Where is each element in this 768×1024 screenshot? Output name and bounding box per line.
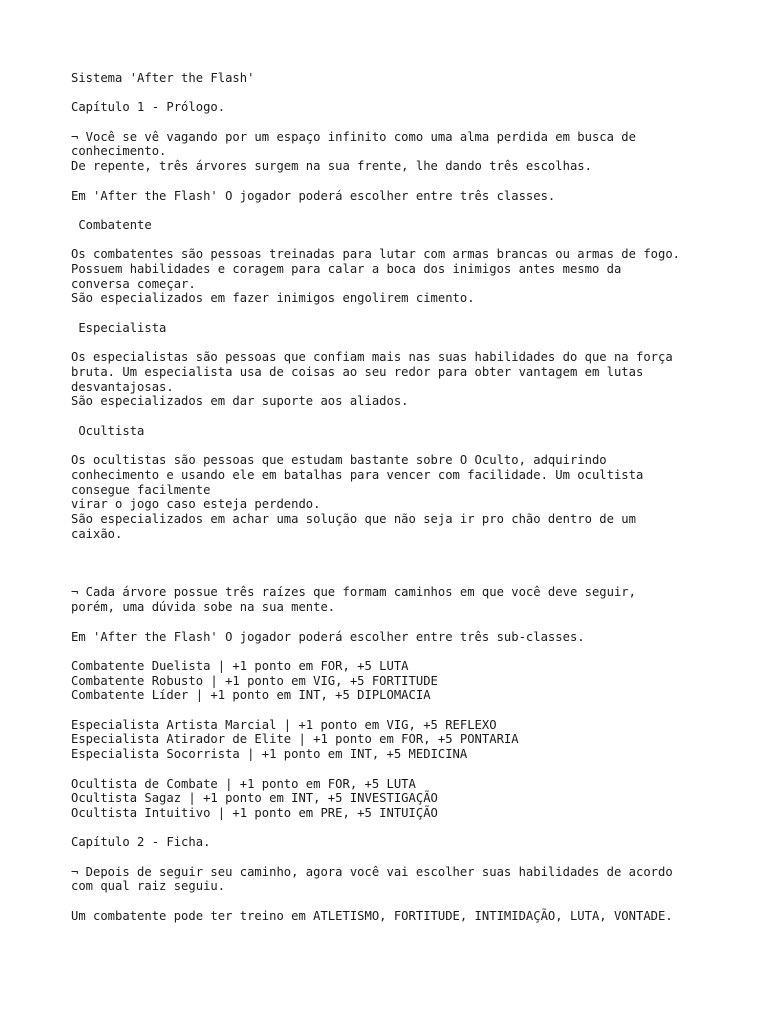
blank-line [71,306,711,321]
text-line: consegue facilmente [71,482,211,497]
text-line: desvantajosas. [71,379,174,394]
text-line: De repente, três árvores surgem na sua frente, lhe dando três escolhas. [71,159,592,174]
text-line: porém, uma dúvida sobe na sua mente. [71,600,336,615]
chapter-2-heading: Capítulo 2 - Ficha. [71,835,211,850]
text-line: Os ocultistas são pessoas que estudam bastante sobre O Oculto, adquirindo [71,453,607,468]
blank-line [71,174,711,189]
chapter-1-heading: Capítulo 1 - Prólogo. [71,100,226,115]
text-line: Um combatente pode ter treino em ATLETISMO, FORTITUDE, INTIMIDAÇÃO, LUTA, VONTADE. [71,908,673,923]
text-line: bruta. Um especialista usa de coisas ao seu redor para obter vantagem em lutas [71,364,644,379]
blank-line [71,821,711,836]
text-line: ¬ Cada árvore possue três raízes que formam caminhos em que você deve seguir, [71,585,636,600]
text-line: conversa começar. [71,276,196,291]
blank-line [71,850,711,865]
text-line: São especializados em achar uma solução que não seja ir pro chão dentro de um [71,511,636,526]
text-line: Em 'After the Flash' O jogador poderá escolher entre três sub-classes. [71,629,585,644]
blank-line [71,233,711,248]
blank-line [71,541,711,556]
class-heading-combatente: Combatente [71,217,152,232]
subclass-line: Especialista Atirador de Elite | +1 ponto em FOR, +5 PONTARIA [71,732,519,747]
blank-line [71,894,711,909]
subclass-line: Ocultista de Combate | +1 ponto em FOR, +5 LUTA [71,776,416,791]
text-line: ¬ Depois de seguir seu caminho, agora você vai escolher suas habilidades de acordo [71,864,673,879]
text-line: São especializados em fazer inimigos engolirem cimento. [71,291,475,306]
text-line: Em 'After the Flash' O jogador poderá escolher entre três classes. [71,188,556,203]
text-line: com qual raiz seguiu. [71,879,226,894]
text-line: Os combatentes são pessoas treinadas para lutar com armas brancas ou armas de fogo. [71,247,681,262]
subclass-line: Especialista Socorrista | +1 ponto em INT, +5 MEDICINA [71,747,468,762]
blank-line [71,203,711,218]
text-line: conhecimento e usando ele em batalhas para vencer com facilidade. Um ocultista [71,467,644,482]
class-heading-ocultista: Ocultista [71,423,145,438]
text-line: São especializados em dar suporte aos aliados. [71,394,409,409]
text-line: caixão. [71,526,123,541]
blank-line [71,438,711,453]
subclass-line: Combatente Robusto | +1 ponto em VIG, +5 FORTITUDE [71,673,438,688]
blank-line [71,571,711,586]
blank-line [71,556,711,571]
subclass-line: Ocultista Intuitivo | +1 ponto em PRE, +5 INTUIÇÃO [71,805,438,820]
subclass-line: Combatente Líder | +1 ponto em INT, +5 DIPLOMACIA [71,688,431,703]
blank-line [71,409,711,424]
document-page [71,71,711,923]
class-heading-especialista: Especialista [71,320,167,335]
document-title: Sistema 'After the Flash' [71,71,255,85]
blank-line [71,615,711,630]
blank-line [71,86,711,101]
blank-line [71,336,711,351]
subclass-line: Combatente Duelista | +1 ponto em FOR, +5 LUTA [71,658,409,673]
blank-line [71,703,711,718]
text-line: conhecimento. [71,144,167,159]
blank-line [71,644,711,659]
subclass-line: Especialista Artista Marcial | +1 ponto em VIG, +5 REFLEXO [71,717,497,732]
text-line: Os especialistas são pessoas que confiam mais nas suas habilidades do que na força [71,350,673,365]
text-line: virar o jogo caso esteja perdendo. [71,497,321,512]
blank-line [71,762,711,777]
blank-line [71,115,711,130]
text-line: ¬ Você se vê vagando por um espaço infinito como uma alma perdida em busca de [71,129,636,144]
subclass-line: Ocultista Sagaz | +1 ponto em INT, +5 INVESTIGAÇÃO [71,791,438,806]
text-line: Possuem habilidades e coragem para calar a boca dos inimigos antes mesmo da [71,262,622,277]
